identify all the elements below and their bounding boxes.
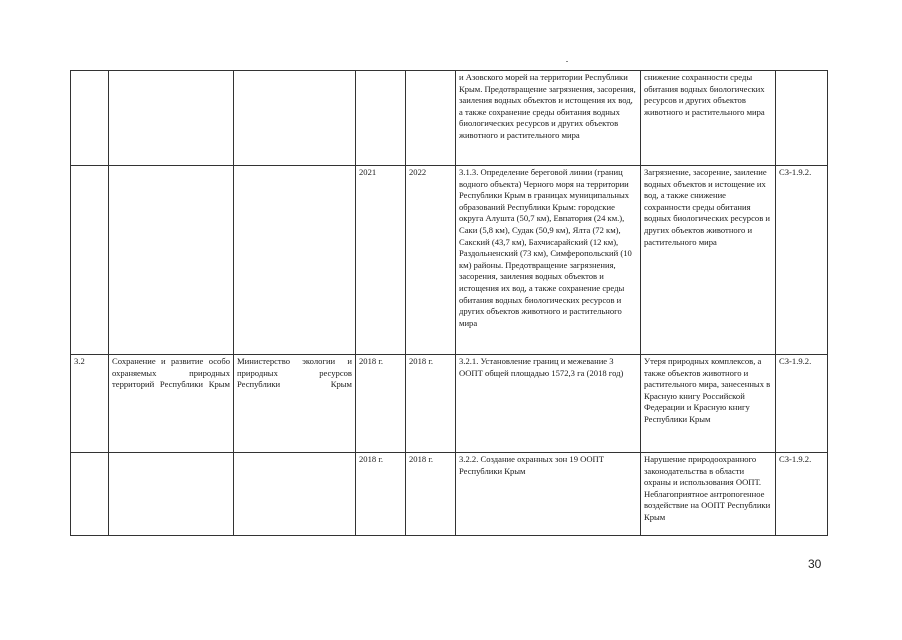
cell-number bbox=[71, 453, 109, 536]
cell-start-year: 2018 г. bbox=[356, 453, 406, 536]
cell-risk: Загрязнение, засорение, заиление водных объектов и истощение их вод, а также снижение сохранности среды обитания водных биологических ресурсов и других объектов животного и растительного мира bbox=[641, 166, 776, 355]
cell-number bbox=[71, 166, 109, 355]
program-measures-table bbox=[70, 70, 828, 536]
cell-code: СЗ-1.9.2. bbox=[776, 355, 828, 453]
cell-end-year: 2018 г. bbox=[406, 453, 456, 536]
cell-measure: 3.2.1. Установление границ и межевание 3 ООПТ общей площадью 1572,3 га (2018 год) bbox=[456, 355, 641, 453]
cell-measure: 3.1.3. Определение береговой линии (границ водного объекта) Черного моря на территории Республики Крым в границах муниципальных образований Республики Крым: городские округа Алушта (50,7 км), Евпатория (24 км.), Саки (5,8 км), Судак (50,9 км), Ялта (72 км), Сакский (43,7 км), Бахчисарайский (12 км), Раздольненский (73 км), Симферопольский (10 км) районы. Предотвращение загрязнения, засорения, заиления водных объектов и истощения их вод, а также сохранение среды обитания водных биологических ресурсов и других объектов животного и растительного мира bbox=[456, 166, 641, 355]
cell-risk: Утеря природных комплексов, а также объектов животного и растительного мира, занесенных в Красную книгу Российской Федерации и Красную книгу Республики Крым bbox=[641, 355, 776, 453]
cell-start-year: 2018 г. bbox=[356, 355, 406, 453]
cell-name bbox=[109, 71, 234, 166]
cell-code: СЗ-1.9.2. bbox=[776, 166, 828, 355]
table-row bbox=[71, 71, 828, 166]
cell-name bbox=[109, 166, 234, 355]
cell-number: 3.2 bbox=[71, 355, 109, 453]
cell-start-year: 2021 bbox=[356, 166, 406, 355]
cell-end-year: 2022 bbox=[406, 166, 456, 355]
cell-start-year bbox=[356, 71, 406, 166]
table-row bbox=[71, 166, 828, 355]
cell-name: Сохранение и развитие особо охраняемых природных территорий Республики Крым bbox=[109, 355, 234, 453]
cell-code bbox=[776, 71, 828, 166]
cell-executor bbox=[234, 453, 356, 536]
cell-end-year: 2018 г. bbox=[406, 355, 456, 453]
cell-measure: и Азовского морей на территории Республики Крым. Предотвращение загрязнения, засорения, заиления водных объектов и истощения их вод, а также сохранение среды обитания водных биологических ресурсов и других объектов животного и растительного мира bbox=[456, 71, 641, 166]
cell-number bbox=[71, 71, 109, 166]
cell-name bbox=[109, 453, 234, 536]
cell-risk: снижение сохранности среды обитания водных биологических ресурсов и других объектов животного и растительного мира bbox=[641, 71, 776, 166]
cell-code: СЗ-1.9.2. bbox=[776, 453, 828, 536]
cell-executor bbox=[234, 71, 356, 166]
cell-executor: Министерство экологии и природных ресурсов Республики Крым bbox=[234, 355, 356, 453]
table-row bbox=[71, 453, 828, 536]
cell-measure: 3.2.2. Создание охранных зон 19 ООПТ Республики Крым bbox=[456, 453, 641, 536]
page-number: 30 bbox=[808, 557, 822, 571]
scan-speck bbox=[566, 61, 568, 62]
cell-end-year bbox=[406, 71, 456, 166]
cell-executor bbox=[234, 166, 356, 355]
cell-risk: Нарушение природоохранного законодательства в области охраны и использования ООПТ. Неблагоприятное антропогенное воздействие на ООПТ Республики Крым bbox=[641, 453, 776, 536]
table-row bbox=[71, 355, 828, 453]
